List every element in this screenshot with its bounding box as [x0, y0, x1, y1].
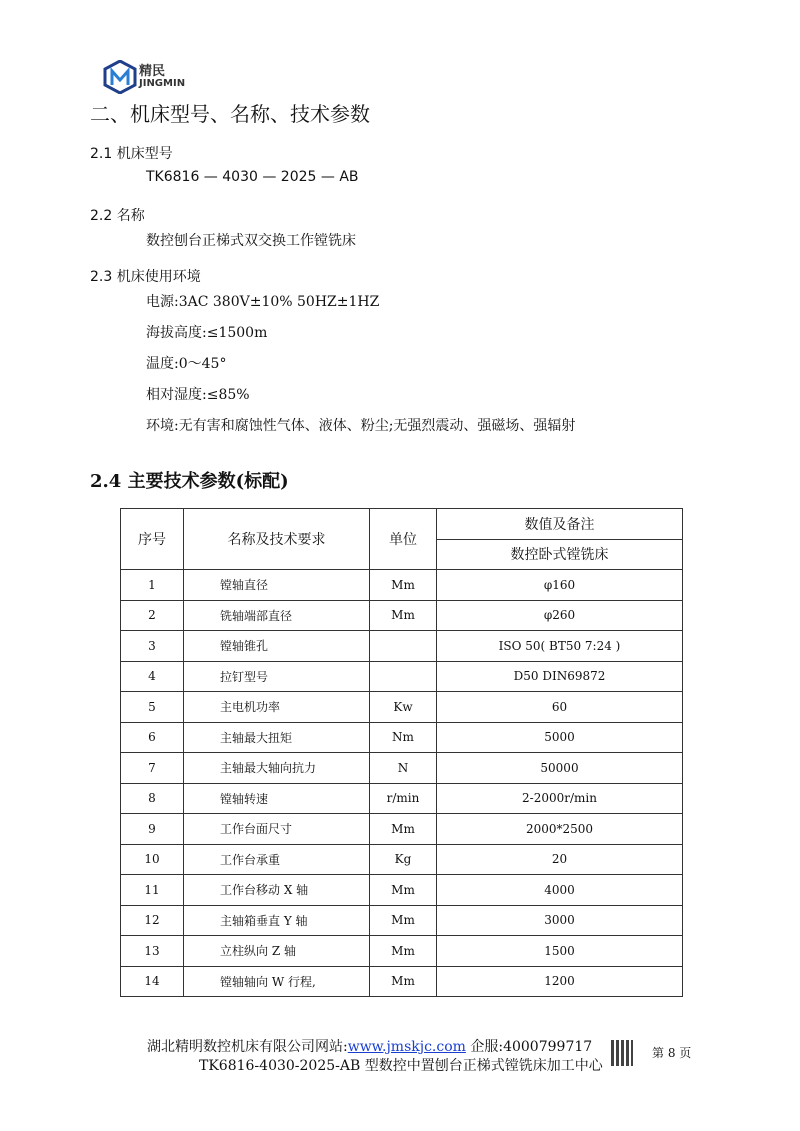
- cell-value: 5000: [437, 722, 683, 753]
- cell-no: 11: [121, 875, 184, 906]
- logo-en: JINGMIN: [139, 78, 186, 89]
- table-row: [121, 875, 683, 906]
- cell-name: 主电机功率: [184, 692, 370, 723]
- cell-no: 8: [121, 783, 184, 814]
- header-sub: 数控卧式镗铣床: [437, 539, 683, 570]
- footer-model: TK6816-4030-2025-AB 型数控中置刨台正梯式镗铣床加工中心: [199, 1058, 603, 1074]
- page-number: 第 8 页: [652, 1046, 692, 1060]
- spec-table: [120, 508, 683, 997]
- cell-unit: Mm: [370, 570, 437, 601]
- cell-value: φ260: [437, 600, 683, 631]
- cell-value: 60: [437, 692, 683, 723]
- cell-name: 工作台移动 X 轴: [184, 875, 370, 906]
- table-row: [121, 722, 683, 753]
- footer-line-1: [147, 1036, 592, 1056]
- heading-2-2: 2.2 名称: [90, 208, 145, 224]
- env-power: 电源:3AC 380V±10% 50HZ±1HZ: [146, 294, 380, 310]
- table-row: [121, 692, 683, 723]
- table-row: [121, 753, 683, 784]
- cell-name: 拉钉型号: [184, 661, 370, 692]
- cell-value: 4000: [437, 875, 683, 906]
- cell-value: φ160: [437, 570, 683, 601]
- header-no: 序号: [121, 509, 184, 570]
- logo-cn: 精民: [139, 64, 166, 79]
- table-row: [121, 600, 683, 631]
- cell-name: 镗轴直径: [184, 570, 370, 601]
- env-temperature: 温度:0～45°: [146, 356, 227, 372]
- header-name: 名称及技术要求: [184, 509, 370, 570]
- cell-no: 5: [121, 692, 184, 723]
- heading-2-4: 2.4 主要技术参数(标配): [90, 471, 289, 492]
- footer-company: 湖北精明数控机床有限公司网站:: [147, 1039, 348, 1055]
- cell-value: 1200: [437, 966, 683, 997]
- cell-unit: Mm: [370, 814, 437, 845]
- heading-2-3: 2.3 机床使用环境: [90, 269, 201, 285]
- qr-code-icon: [611, 1040, 633, 1066]
- cell-unit: Mm: [370, 875, 437, 906]
- cell-no: 3: [121, 631, 184, 662]
- cell-unit: Mm: [370, 600, 437, 631]
- table-row: [121, 631, 683, 662]
- env-altitude: 海拔高度:≤1500m: [146, 325, 268, 341]
- cell-value: 3000: [437, 905, 683, 936]
- footer-service: 企服:4000799717: [465, 1039, 593, 1055]
- cell-name: 立柱纵向 Z 轴: [184, 936, 370, 967]
- cell-name: 镗轴轴向 W 行程,: [184, 966, 370, 997]
- machine-name: 数控刨台正梯式双交换工作镗铣床: [146, 233, 356, 249]
- cell-unit: Nm: [370, 722, 437, 753]
- cell-name: 主轴最大扭矩: [184, 722, 370, 753]
- cell-unit: N: [370, 753, 437, 784]
- logo-icon: [103, 60, 137, 94]
- cell-unit: Mm: [370, 936, 437, 967]
- cell-no: 2: [121, 600, 184, 631]
- cell-name: 主轴最大轴向抗力: [184, 753, 370, 784]
- cell-unit: Kw: [370, 692, 437, 723]
- cell-name: 工作台承重: [184, 844, 370, 875]
- cell-value: 2-2000r/min: [437, 783, 683, 814]
- table-row: [121, 905, 683, 936]
- cell-no: 12: [121, 905, 184, 936]
- cell-unit: Mm: [370, 966, 437, 997]
- cell-no: 10: [121, 844, 184, 875]
- cell-unit: [370, 661, 437, 692]
- cell-name: 工作台面尺寸: [184, 814, 370, 845]
- header-value: 数值及备注: [437, 509, 683, 540]
- cell-no: 6: [121, 722, 184, 753]
- machine-model: TK6816 — 4030 — 2025 — AB: [146, 169, 359, 185]
- table-row: [121, 936, 683, 967]
- cell-unit: r/min: [370, 783, 437, 814]
- heading-2-1: 2.1 机床型号: [90, 146, 173, 162]
- table-row: [121, 570, 683, 601]
- table-row: [121, 783, 683, 814]
- table-row: [121, 844, 683, 875]
- cell-no: 7: [121, 753, 184, 784]
- env-conditions: 环境:无有害和腐蚀性气体、液体、粉尘;无强烈震动、强磁场、强辐射: [146, 418, 576, 434]
- cell-value: 50000: [437, 753, 683, 784]
- env-humidity: 相对湿度:≤85%: [146, 387, 250, 403]
- cell-value: ISO 50( BT50 7:24 ): [437, 631, 683, 662]
- cell-no: 13: [121, 936, 184, 967]
- cell-value: 20: [437, 844, 683, 875]
- cell-name: 主轴箱垂直 Y 轴: [184, 905, 370, 936]
- cell-unit: [370, 631, 437, 662]
- header-unit: 单位: [370, 509, 437, 570]
- cell-no: 1: [121, 570, 184, 601]
- cell-value: D50 DIN69872: [437, 661, 683, 692]
- table-row: [121, 661, 683, 692]
- cell-value: 1500: [437, 936, 683, 967]
- section-title: 二、机床型号、名称、技术参数: [90, 102, 370, 126]
- cell-unit: Mm: [370, 905, 437, 936]
- cell-name: 镗轴锥孔: [184, 631, 370, 662]
- cell-unit: Kg: [370, 844, 437, 875]
- cell-name: 铣轴端部直径: [184, 600, 370, 631]
- table-row: [121, 966, 683, 997]
- cell-no: 4: [121, 661, 184, 692]
- company-logo: [103, 60, 223, 94]
- website-link[interactable]: www.jmskjc.com: [347, 1039, 466, 1055]
- cell-value: 2000*2500: [437, 814, 683, 845]
- cell-name: 镗轴转速: [184, 783, 370, 814]
- cell-no: 9: [121, 814, 184, 845]
- cell-no: 14: [121, 966, 184, 997]
- table-row: [121, 814, 683, 845]
